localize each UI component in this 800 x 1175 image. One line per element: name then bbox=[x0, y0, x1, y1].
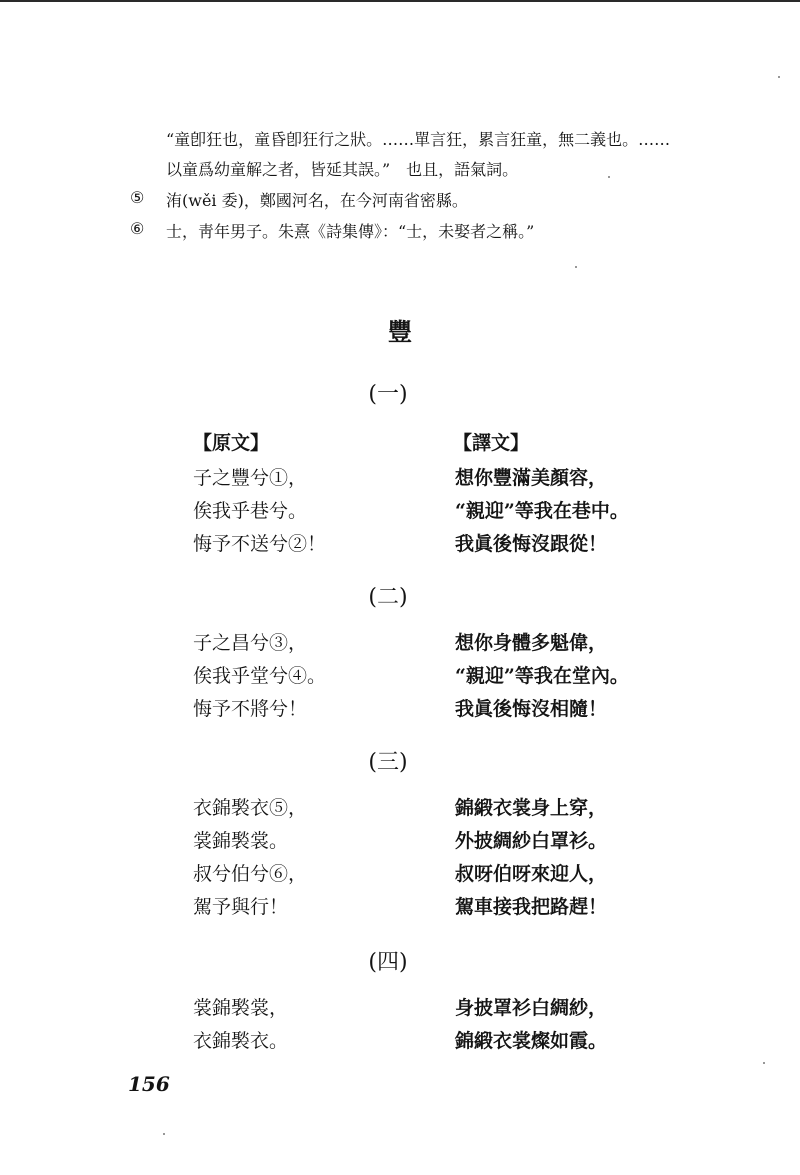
stanza-3-original-line-4: 駕予與行！ bbox=[193, 896, 289, 918]
stanza-2-translation-line-3: 我眞後悔沒相隨！ bbox=[455, 698, 608, 720]
stanza-4-original-line-1: 裳錦褧裳， bbox=[193, 997, 289, 1019]
translation-header: 【譯文】 bbox=[453, 432, 530, 454]
page-top-rule bbox=[0, 0, 800, 2]
stanza-3-translation-line-1: 錦緞衣裳身上穿， bbox=[455, 797, 608, 819]
note-number-5: ⑤ bbox=[130, 188, 145, 207]
stanza-1-number: (一) bbox=[368, 382, 408, 407]
stanza-3-original-line-2: 裳錦褧裳。 bbox=[193, 830, 289, 852]
stanza-3-translation-line-2: 外披綢紗白罩衫。 bbox=[455, 830, 608, 852]
stanza-4-number: (四) bbox=[368, 950, 408, 975]
stanza-1-translation-line-1: 想你豐滿美顏容， bbox=[455, 467, 608, 489]
note-6-text: 士，靑年男子。朱熹《詩集傳》：“士，未娶者之稱。” bbox=[166, 222, 535, 241]
stanza-4-translation-line-2: 錦緞衣裳燦如霞。 bbox=[455, 1030, 608, 1052]
page-number: 156 bbox=[128, 1072, 170, 1096]
stanza-4-original-line-2: 衣錦褧衣。 bbox=[193, 1030, 289, 1052]
note-5-text: 洧(wěi 委)，鄭國河名，在今河南省密縣。 bbox=[166, 191, 468, 210]
stanza-3-number: (三) bbox=[368, 750, 408, 775]
note-continuation-line-2: 以童爲幼童解之者，皆延其誤。” 也且，語氣詞。 bbox=[166, 160, 519, 179]
stanza-1-original-line-1: 子之豐兮①， bbox=[193, 467, 308, 489]
stanza-2-original-line-3: 悔予不將兮！ bbox=[193, 698, 308, 720]
stanza-1-translation-line-2: “親迎”等我在巷中。 bbox=[455, 500, 629, 522]
scan-speck bbox=[763, 1062, 765, 1064]
stanza-3-original-line-3: 叔兮伯兮⑥， bbox=[193, 863, 308, 885]
stanza-3-translation-line-4: 駕車接我把路趕！ bbox=[455, 896, 608, 918]
stanza-3-original-line-1: 衣錦褧衣⑤， bbox=[193, 797, 308, 819]
stanza-2-number: (二) bbox=[368, 585, 408, 610]
note-continuation-line-1: “童卽狂也，童昏卽狂行之狀。……單言狂，累言狂童，無二義也。…… bbox=[166, 130, 671, 149]
stanza-1-original-line-3: 悔予不送兮②！ bbox=[193, 533, 327, 555]
stanza-2-translation-line-2: “親迎”等我在堂內。 bbox=[455, 665, 629, 687]
stanza-2-original-line-1: 子之昌兮③， bbox=[193, 632, 308, 654]
original-text-header: 【原文】 bbox=[193, 432, 270, 454]
stanza-2-original-line-2: 俟我乎堂兮④。 bbox=[193, 665, 327, 687]
stanza-1-translation-line-3: 我眞後悔沒跟從！ bbox=[455, 533, 608, 555]
scan-speck bbox=[778, 76, 780, 78]
scan-speck bbox=[163, 1133, 165, 1135]
scan-speck bbox=[608, 176, 610, 178]
poem-title: 豐 bbox=[388, 317, 412, 346]
stanza-3-translation-line-3: 叔呀伯呀來迎人， bbox=[455, 863, 608, 885]
stanza-1-original-line-2: 俟我乎巷兮。 bbox=[193, 500, 308, 522]
stanza-4-translation-line-1: 身披罩衫白綢紗， bbox=[455, 997, 608, 1019]
note-number-6: ⑥ bbox=[130, 219, 145, 238]
scan-speck bbox=[575, 266, 577, 268]
stanza-2-translation-line-1: 想你身體多魁偉， bbox=[455, 632, 608, 654]
